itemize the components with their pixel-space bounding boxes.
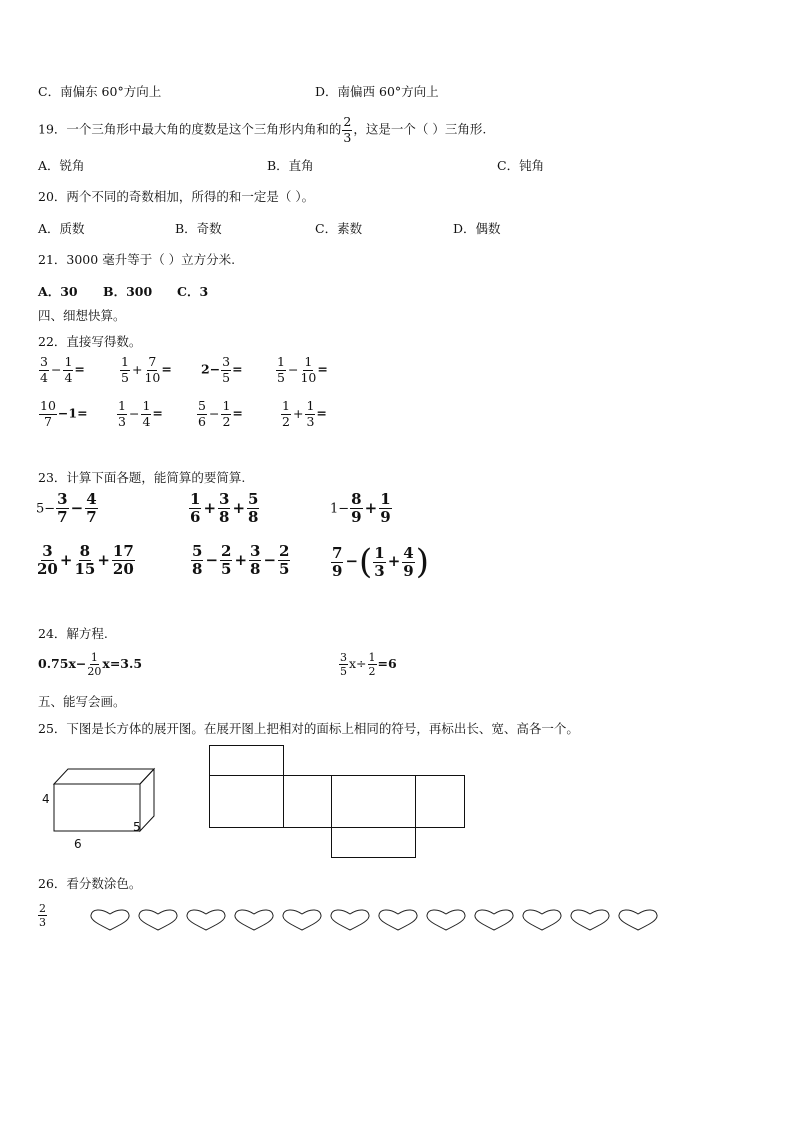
q20-option-d: D．偶数: [453, 221, 501, 236]
heart-shape[interactable]: [379, 910, 417, 930]
q24-equation-2: $\frac{3}{5}$ x÷ $\frac{1}{2}$ =6: [340, 651, 397, 678]
q21-option-c: C．3: [177, 284, 209, 299]
cuboid-length-label: 6: [74, 837, 82, 851]
heart-shape[interactable]: [523, 910, 561, 930]
net-face-bottom: [331, 827, 416, 858]
hearts-row: [88, 906, 668, 936]
heart-shape[interactable]: [187, 910, 225, 930]
cuboid-height-label: 4: [42, 792, 50, 806]
cuboid-side-face: [140, 769, 154, 831]
q19-option-c: C．钝角: [497, 158, 545, 173]
heart-shape[interactable]: [139, 910, 177, 930]
q23-problem-4: $\frac{3}{20}$ + $\frac{8}{15}$ + $\frac{17}{20}$: [37, 542, 134, 578]
option-d: D．南偏西 60°方向上: [315, 84, 439, 99]
net-face-top: [209, 745, 284, 776]
net-face-side-2: [415, 775, 465, 828]
question-20: 20．两个不同的奇数相加，所得的和一定是（ ）。: [38, 189, 315, 204]
question-26: 26．看分数涂色。: [38, 876, 142, 891]
cuboid-figure: [40, 760, 160, 855]
q24-equation-1: 0.75x− $\frac{1}{20}$ x=3.5: [38, 651, 143, 678]
heart-shape[interactable]: [427, 910, 465, 930]
question-25: 25．下图是长方体的展开图。在展开图上把相对的面标上相同的符号，再标出长、宽、高各一个。: [38, 721, 579, 736]
question-19-text: 19．一个三角形中最大角的度数是这个三角形内角和的: [38, 121, 342, 137]
heart-shape[interactable]: [235, 910, 273, 930]
section-heading-5: 五、能写会画。: [38, 694, 126, 709]
cuboid-width-label: 5: [133, 820, 141, 834]
q23-problem-2: $\frac{1}{6}$ + $\frac{3}{8}$ + $\frac{5}{8}$: [190, 490, 259, 526]
net-face-left: [209, 775, 284, 828]
net-face-center: [331, 775, 416, 828]
q20-option-c: C．素数: [315, 221, 363, 236]
q26-fraction: $\frac{2}{3}$: [39, 902, 46, 929]
heart-shape[interactable]: [475, 910, 513, 930]
option-c: C．南偏东 60°方向上: [38, 84, 162, 99]
q20-option-a: A．质数: [38, 221, 85, 236]
question-21: 21．3000 毫升等于（ ）立方分米.: [38, 252, 236, 267]
net-face-side-1: [283, 775, 332, 828]
q23-problem-5: $\frac{5}{8}$ − $\frac{2}{5}$ + $\frac{3}{8}$ − $\frac{2}{5}$: [192, 542, 290, 578]
q22-expr-4: $\frac{1}{5}$ − $\frac{1}{10}$ =: [277, 354, 328, 385]
q22-expr-7: $\frac{5}{6}$ − $\frac{1}{2}$ =: [198, 398, 243, 429]
heart-shape[interactable]: [331, 910, 369, 930]
cuboid-top-face: [54, 769, 154, 784]
cuboid-front-face: [54, 784, 140, 831]
q20-option-b: B．奇数: [175, 221, 222, 236]
q23-problem-3: 1− $\frac{8}{9}$ + $\frac{1}{9}$: [330, 490, 391, 526]
heart-shape[interactable]: [283, 910, 321, 930]
q19-option-a: A．锐角: [38, 158, 85, 173]
q21-option-a: A．30: [38, 284, 78, 299]
q22-expr-3: 2− $\frac{3}{5}$ =: [201, 354, 243, 385]
q22-expr-1: $\frac{3}{4}$ − $\frac{1}{4}$ =: [40, 354, 85, 385]
question-23: 23．计算下面各题，能简算的要简算.: [38, 470, 246, 485]
q23-problem-6: $\frac{7}{9}$ −( $\frac{1}{3}$ + $\frac{4}{9}$ ): [332, 542, 429, 582]
question-22: 22．直接写得数。: [38, 334, 142, 349]
q22-expr-6: $\frac{1}{3}$ − $\frac{1}{4}$ =: [118, 398, 163, 429]
q22-expr-8: $\frac{1}{2}$ + $\frac{1}{3}$ =: [282, 398, 327, 429]
question-19: [38, 116, 486, 144]
fraction: $\frac{2}{3}$: [343, 114, 352, 145]
question-24: 24．解方程.: [38, 626, 108, 641]
q23-problem-1: 5− $\frac{3}{7}$ − $\frac{4}{7}$: [36, 490, 97, 526]
q22-expr-5: $\frac{10}{7}$ −1=: [40, 398, 88, 429]
heart-shape[interactable]: [619, 910, 657, 930]
q19-option-b: B．直角: [267, 158, 314, 173]
q21-option-b: B．300: [103, 284, 153, 299]
section-heading-4: 四、细想快算。: [38, 308, 126, 323]
heart-shape[interactable]: [91, 910, 129, 930]
question-19-tail: ，这是一个（ ）三角形.: [353, 121, 487, 137]
heart-shape[interactable]: [571, 910, 609, 930]
q22-expr-2: $\frac{1}{5}$ + $\frac{7}{10}$ =: [121, 354, 172, 385]
